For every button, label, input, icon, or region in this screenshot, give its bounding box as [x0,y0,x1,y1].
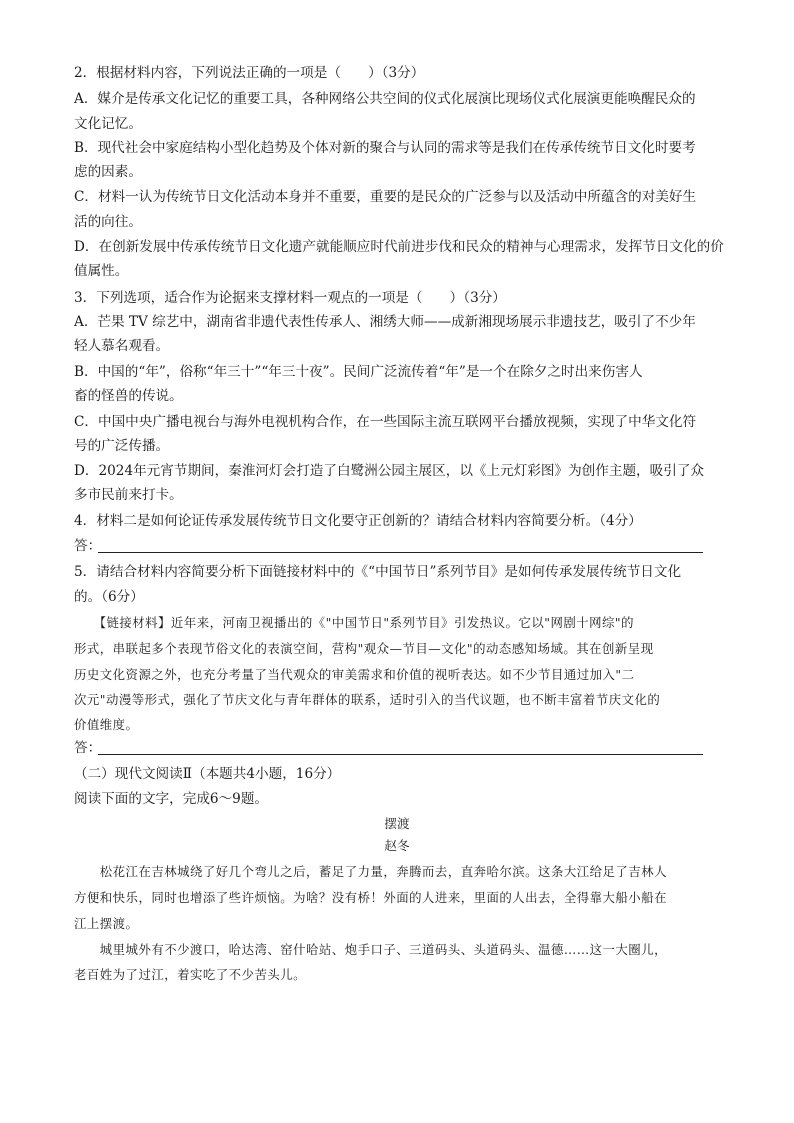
article-paragraph-line: 松花江在吉林城绕了好几个弯儿之后，蓄足了力量，奔腾而去，直奔哈尔滨。这条大江给足了吉林人 [74,864,667,879]
q4-stem: 4．材料二是如何论证传承发展传统节日文化要守正创新的？请结合材料内容简要分析。（4分） [74,513,642,529]
article-paragraph-line: 城里城外有不少渡口，哈达湾、窑什哈站、炮手口子、三道码头、头道码头、温德……这一大圈儿， [74,942,667,957]
q3-option-d: D．2024年元宵节期间，秦淮河灯会打造了白鹭洲公园主展区，以《上元灯彩图》为创作主题，吸引了众 [74,463,705,479]
q3-option-b: B．中国的“年”，俗称“年三十”“年三十夜”。民间广泛流传着“年”是一个在除夕之时出来伤害人 [74,364,643,380]
q3-option-a: A．芒果 TV 综艺中，湖南省非遗代表性传承人、湘绣大师——成新湘现场展示非遗技艺，吸引了不少年 [74,314,696,330]
q2-option-b: B．现代社会中家庭结构小型化趋势及个体对新的聚合与认同的需求等是我们在传承传统节日文化时要考 [74,140,696,156]
q2-option-a-cont: 文化记忆。 [74,116,142,132]
q2-option-c: C．材料一认为传统节日文化活动本身并不重要，重要的是民众的广泛参与以及活动中所蕴含的对美好生 [74,189,697,205]
q3-option-a-cont: 轻人慕名观看。 [74,338,170,354]
link-material-line: 【链接材料】近年来，河南卫视播出的《"中国节日"系列节目》引发热议。它以"网剧十网综"的 [74,615,635,630]
q5-stem-cont: 的。（6分） [74,589,144,605]
q3-option-c-cont: 号的广泛传播。 [74,438,170,454]
article-author: 赵冬 [384,838,410,853]
q3-stem: 3．下列选项，适合作为论据来支撑材料一观点的一项是（ ）（3分） [74,290,506,306]
section-instruction: 阅读下面的文字，完成6～9题。 [74,791,269,807]
link-material-line: 次元"动漫等形式，强化了节庆文化与青年群体的联系，适时引入的当代议题，也不断丰富着节庆文化的 [74,692,661,707]
q4-answer-line[interactable] [98,552,703,553]
q3-option-c: C．中国中央广播电视台与海外电视机构合作，在一些国际主流互联网平台播放视频，实现了中华文化符 [74,414,697,430]
link-material-line: 形式，串联起多个表现节俗文化的表演空间，营构"观众—节目—文化"的动态感知场域。其在创新呈现 [74,641,654,656]
q2-option-b-cont: 虑的因素。 [74,164,142,180]
link-material-line: 价值维度。 [74,717,139,732]
article-title: 摆渡 [384,816,410,831]
article-paragraph-line: 江上摆渡。 [74,916,139,931]
q3-option-b-cont: 畜的怪兽的传说。 [74,388,183,404]
q4-answer-label: 答： [74,538,102,554]
q5-stem: 5．请结合材料内容简要分析下面链接材料中的《“中国节日”系列节目》是如何传承发展传统节日文化 [74,564,682,580]
q2-option-d: D．在创新发展中传承传统节日文化遗产就能顺应时代前进步伐和民众的精神与心理需求，发挥节日文化的价 [74,239,724,255]
section-heading: （二）现代文阅读Ⅱ（本题共4小题，16分） [74,766,341,782]
q2-option-d-cont: 值属性。 [74,263,129,279]
q2-option-c-cont: 活的向往。 [74,214,142,230]
q5-answer-line[interactable] [98,754,703,755]
q3-option-d-cont: 多市民前来打卡。 [74,487,183,503]
q2-stem: 2．根据材料内容，下列说法正确的一项是（ ）（3分） [74,65,425,81]
link-material-line: 历史文化资源之外，也充分考量了当代观众的审美需求和价值的视听表达。如不少节目通过加入"二 [74,667,635,682]
article-paragraph-line: 老百姓为了过江，着实吃了不少苦头儿。 [74,967,307,982]
q2-option-a: A．媒介是传承文化记忆的重要工具，各种网络公共空间的仪式化展演比现场仪式化展演更能唤醒民众的 [74,91,696,107]
q5-answer-label: 答： [74,740,102,756]
article-paragraph-line: 方便和快乐，同时也增添了些许烦恼。为啥？没有桥！外面的人进来，里面的人出去，全得靠大船小船在 [74,890,667,905]
